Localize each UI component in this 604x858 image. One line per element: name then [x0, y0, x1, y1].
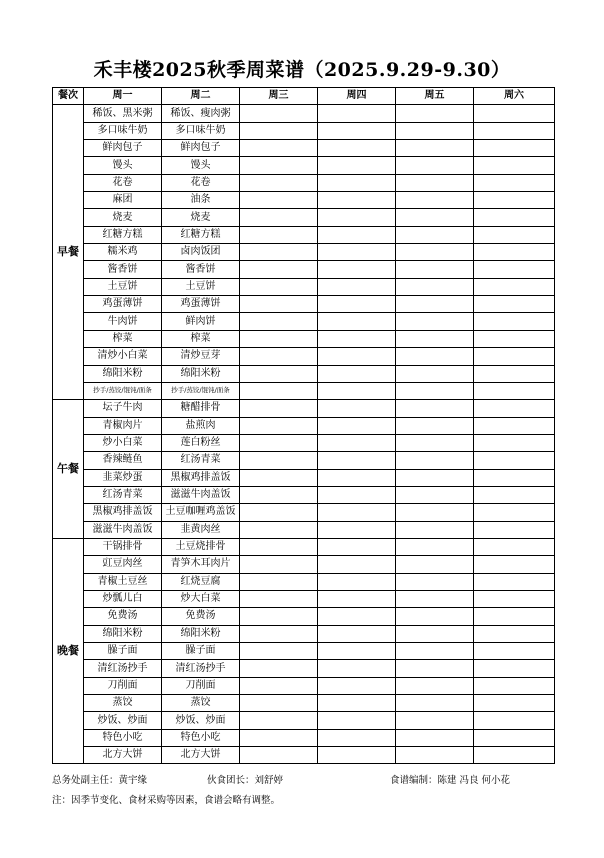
menu-cell	[318, 625, 396, 642]
menu-cell: 清炒豆芽	[162, 348, 240, 365]
menu-cell	[474, 521, 555, 538]
menu-cell	[318, 729, 396, 746]
menu-table	[52, 87, 555, 764]
menu-cell	[318, 556, 396, 573]
menu-cell	[240, 313, 318, 330]
menu-cell	[396, 122, 474, 139]
menu-cell: 油条	[162, 192, 240, 209]
menu-cell	[240, 278, 318, 295]
menu-cell: 烧麦	[84, 209, 162, 226]
menu-cell: 炒小白菜	[84, 434, 162, 451]
menu-cell	[396, 677, 474, 694]
menu-cell	[474, 192, 555, 209]
menu-cell: 抄手/蒸饺/馄饨/面条	[84, 382, 162, 399]
menu-cell	[318, 209, 396, 226]
menu-cell	[474, 209, 555, 226]
menu-cell	[318, 417, 396, 434]
menu-cell	[474, 174, 555, 191]
menu-cell	[396, 538, 474, 555]
table-row	[53, 400, 555, 417]
header-meal: 餐次	[53, 88, 84, 105]
menu-cell: 馒头	[162, 157, 240, 174]
meal-label: 早餐	[53, 105, 84, 400]
menu-cell	[318, 330, 396, 347]
menu-cell	[240, 226, 318, 243]
menu-cell	[474, 434, 555, 451]
menu-cell: 多口味牛奶	[162, 122, 240, 139]
table-row	[53, 608, 555, 625]
menu-cell	[396, 296, 474, 313]
table-row	[53, 695, 555, 712]
menu-cell: 炒大白菜	[162, 590, 240, 607]
menu-cell	[474, 330, 555, 347]
menu-cell	[240, 434, 318, 451]
menu-cell: 清炒小白菜	[84, 348, 162, 365]
menu-cell: 黑椒鸡排盖饭	[162, 469, 240, 486]
table-row	[53, 452, 555, 469]
menu-cell	[318, 296, 396, 313]
table-row	[53, 434, 555, 451]
table-row	[53, 677, 555, 694]
menu-cell: 绵阳米粉	[84, 625, 162, 642]
menu-cell: 土豆咖喱鸡盖饭	[162, 504, 240, 521]
menu-cell	[240, 382, 318, 399]
menu-cell	[318, 452, 396, 469]
header-saturday: 周六	[474, 88, 555, 105]
menu-cell	[396, 105, 474, 122]
menu-cell	[474, 729, 555, 746]
menu-cell	[396, 157, 474, 174]
menu-cell	[396, 747, 474, 764]
menu-cell	[318, 226, 396, 243]
table-row	[53, 486, 555, 503]
table-row	[53, 538, 555, 555]
menu-cell: 红糖方糕	[84, 226, 162, 243]
table-row	[53, 174, 555, 191]
header-friday: 周五	[396, 88, 474, 105]
menu-cell	[474, 157, 555, 174]
menu-cell: 清红汤抄手	[84, 660, 162, 677]
table-row	[53, 244, 555, 261]
menu-cell: 刀削面	[162, 677, 240, 694]
menu-cell: 免费汤	[162, 608, 240, 625]
menu-cell	[318, 278, 396, 295]
menu-cell	[240, 625, 318, 642]
menu-cell	[396, 573, 474, 590]
menu-cell	[318, 695, 396, 712]
table-row	[53, 556, 555, 573]
menu-cell	[474, 400, 555, 417]
menu-cell: 鲜肉包子	[84, 140, 162, 157]
menu-cell: 红汤青菜	[162, 452, 240, 469]
menu-cell	[318, 122, 396, 139]
menu-cell	[240, 122, 318, 139]
menu-body	[53, 105, 555, 764]
table-row	[53, 348, 555, 365]
menu-cell: 青笋木耳肉片	[162, 556, 240, 573]
menu-cell	[318, 521, 396, 538]
menu-cell	[474, 365, 555, 382]
table-row	[53, 192, 555, 209]
menu-cell	[396, 521, 474, 538]
menu-cell	[318, 608, 396, 625]
menu-cell	[240, 296, 318, 313]
menu-cell	[240, 261, 318, 278]
menu-cell	[318, 157, 396, 174]
menu-cell	[396, 660, 474, 677]
menu-cell: 红糖方糕	[162, 226, 240, 243]
menu-cell	[396, 556, 474, 573]
menu-cell	[396, 382, 474, 399]
menu-cell	[318, 747, 396, 764]
menu-cell: 抄手/蒸饺/馄饨/面条	[162, 382, 240, 399]
table-row	[53, 660, 555, 677]
menu-cell: 鸡蛋薄饼	[84, 296, 162, 313]
menu-cell	[318, 660, 396, 677]
menu-cell	[240, 729, 318, 746]
table-row	[53, 625, 555, 642]
menu-cell	[240, 244, 318, 261]
menu-cell	[396, 729, 474, 746]
header-thursday: 周四	[318, 88, 396, 105]
menu-cell	[240, 400, 318, 417]
menu-cell	[240, 521, 318, 538]
menu-cell: 清红汤抄手	[162, 660, 240, 677]
menu-cell	[318, 469, 396, 486]
menu-cell: 盐煎肉	[162, 417, 240, 434]
menu-cell: 莲白粉丝	[162, 434, 240, 451]
menu-cell	[318, 573, 396, 590]
menu-cell	[318, 382, 396, 399]
menu-cell	[240, 365, 318, 382]
menu-cell	[240, 209, 318, 226]
menu-cell	[396, 140, 474, 157]
menu-cell	[396, 695, 474, 712]
table-row	[53, 573, 555, 590]
menu-cell	[474, 122, 555, 139]
menu-cell: 豇豆肉丝	[84, 556, 162, 573]
menu-cell	[474, 452, 555, 469]
menu-cell: 多口味牛奶	[84, 122, 162, 139]
menu-cell	[240, 452, 318, 469]
table-row	[53, 712, 555, 729]
menu-cell	[240, 174, 318, 191]
menu-cell	[396, 348, 474, 365]
table-row	[53, 469, 555, 486]
footer-leader: 伙食团长：刘舒婷	[207, 775, 284, 786]
menu-cell: 蒸饺	[162, 695, 240, 712]
menu-cell	[396, 192, 474, 209]
menu-cell	[318, 590, 396, 607]
table-row	[53, 226, 555, 243]
menu-cell	[396, 365, 474, 382]
menu-cell	[396, 330, 474, 347]
menu-cell	[474, 226, 555, 243]
menu-cell: 刀削面	[84, 677, 162, 694]
menu-cell	[240, 590, 318, 607]
menu-cell	[318, 643, 396, 660]
menu-cell	[318, 712, 396, 729]
menu-cell: 馒头	[84, 157, 162, 174]
menu-cell: 鸡蛋薄饼	[162, 296, 240, 313]
menu-cell	[396, 434, 474, 451]
menu-cell: 糖醋排骨	[162, 400, 240, 417]
menu-cell	[474, 313, 555, 330]
menu-cell	[396, 643, 474, 660]
table-row	[53, 747, 555, 764]
header-row	[53, 88, 555, 105]
menu-cell	[318, 677, 396, 694]
table-row	[53, 296, 555, 313]
menu-cell	[240, 573, 318, 590]
menu-cell: 特色小吃	[162, 729, 240, 746]
menu-cell	[396, 504, 474, 521]
menu-cell	[474, 643, 555, 660]
menu-cell	[318, 504, 396, 521]
menu-cell: 鲜肉包子	[162, 140, 240, 157]
menu-cell: 青椒土豆丝	[84, 573, 162, 590]
table-row	[53, 313, 555, 330]
menu-cell	[240, 538, 318, 555]
table-row	[53, 643, 555, 660]
menu-cell: 臊子面	[84, 643, 162, 660]
menu-cell: 绵阳米粉	[84, 365, 162, 382]
menu-cell	[396, 590, 474, 607]
menu-cell	[474, 486, 555, 503]
menu-cell	[240, 140, 318, 157]
table-row	[53, 382, 555, 399]
menu-cell	[240, 469, 318, 486]
menu-cell: 香辣鲢鱼	[84, 452, 162, 469]
header-monday: 周一	[84, 88, 162, 105]
menu-cell	[318, 348, 396, 365]
menu-cell	[240, 330, 318, 347]
menu-cell: 臊子面	[162, 643, 240, 660]
menu-cell	[318, 400, 396, 417]
menu-cell: 红汤青菜	[84, 486, 162, 503]
menu-cell	[240, 486, 318, 503]
table-row	[53, 140, 555, 157]
menu-cell	[474, 382, 555, 399]
meal-label: 午餐	[53, 400, 84, 539]
menu-cell	[240, 747, 318, 764]
footer-note: 注：因季节变化、食材采购等因素，食谱会略有调整。	[52, 795, 281, 806]
table-row	[53, 261, 555, 278]
menu-cell: 烧麦	[162, 209, 240, 226]
menu-cell	[474, 590, 555, 607]
menu-cell	[396, 244, 474, 261]
table-row	[53, 157, 555, 174]
menu-cell: 炒饭、炒面	[162, 712, 240, 729]
menu-cell	[396, 486, 474, 503]
menu-cell	[474, 296, 555, 313]
menu-cell	[318, 105, 396, 122]
menu-cell	[474, 747, 555, 764]
menu-cell: 酱香饼	[162, 261, 240, 278]
table-row	[53, 209, 555, 226]
menu-cell: 北方大饼	[84, 747, 162, 764]
menu-cell: 干锅排骨	[84, 538, 162, 555]
table-row	[53, 504, 555, 521]
menu-cell: 绵阳米粉	[162, 625, 240, 642]
menu-cell	[240, 157, 318, 174]
table-row	[53, 330, 555, 347]
menu-cell	[396, 174, 474, 191]
menu-cell	[240, 348, 318, 365]
menu-cell	[396, 452, 474, 469]
menu-cell: 滋滋牛肉盖饭	[84, 521, 162, 538]
menu-cell	[318, 174, 396, 191]
menu-cell: 酱香饼	[84, 261, 162, 278]
table-row	[53, 590, 555, 607]
menu-cell	[396, 400, 474, 417]
header-tuesday: 周二	[162, 88, 240, 105]
menu-cell	[318, 538, 396, 555]
menu-cell	[396, 278, 474, 295]
menu-cell: 土豆烧排骨	[162, 538, 240, 555]
menu-cell: 红烧豆腐	[162, 573, 240, 590]
menu-cell	[240, 677, 318, 694]
header-wednesday: 周三	[240, 88, 318, 105]
menu-cell: 榨菜	[162, 330, 240, 347]
menu-cell	[474, 504, 555, 521]
menu-cell	[396, 469, 474, 486]
menu-cell: 韭黄肉丝	[162, 521, 240, 538]
menu-cell: 青椒肉片	[84, 417, 162, 434]
menu-cell	[240, 660, 318, 677]
menu-cell: 坛子牛肉	[84, 400, 162, 417]
menu-cell	[240, 556, 318, 573]
meal-label: 晚餐	[53, 538, 84, 763]
menu-cell: 北方大饼	[162, 747, 240, 764]
menu-cell	[474, 140, 555, 157]
menu-cell	[318, 486, 396, 503]
menu-cell: 免费汤	[84, 608, 162, 625]
menu-cell	[396, 417, 474, 434]
menu-cell: 稀饭、瘦肉粥	[162, 105, 240, 122]
menu-cell	[396, 625, 474, 642]
menu-cell	[240, 643, 318, 660]
menu-cell: 滋滋牛肉盖饭	[162, 486, 240, 503]
menu-cell	[474, 660, 555, 677]
menu-cell	[318, 434, 396, 451]
menu-cell: 炒瓢儿白	[84, 590, 162, 607]
menu-cell: 韭菜炒蛋	[84, 469, 162, 486]
table-row	[53, 105, 555, 122]
menu-cell	[474, 625, 555, 642]
menu-cell	[474, 695, 555, 712]
menu-cell	[474, 261, 555, 278]
menu-cell	[318, 192, 396, 209]
menu-cell: 麻团	[84, 192, 162, 209]
menu-cell: 鲜肉饼	[162, 313, 240, 330]
menu-cell	[318, 261, 396, 278]
menu-cell	[474, 538, 555, 555]
menu-cell	[240, 417, 318, 434]
menu-cell	[474, 105, 555, 122]
menu-cell	[240, 192, 318, 209]
table-row	[53, 521, 555, 538]
menu-cell: 土豆饼	[84, 278, 162, 295]
menu-cell	[240, 712, 318, 729]
table-row	[53, 122, 555, 139]
table-row	[53, 365, 555, 382]
menu-cell	[240, 695, 318, 712]
menu-cell: 炒饭、炒面	[84, 712, 162, 729]
menu-cell: 糯米鸡	[84, 244, 162, 261]
menu-cell	[474, 608, 555, 625]
footer-editors: 食谱编制：陈建 冯良 何小花	[390, 775, 511, 786]
menu-cell	[318, 244, 396, 261]
table-row	[53, 729, 555, 746]
menu-cell	[240, 608, 318, 625]
menu-cell: 土豆饼	[162, 278, 240, 295]
menu-cell	[396, 209, 474, 226]
menu-cell	[240, 504, 318, 521]
menu-cell: 特色小吃	[84, 729, 162, 746]
menu-cell: 花卷	[84, 174, 162, 191]
table-row	[53, 417, 555, 434]
menu-cell: 花卷	[162, 174, 240, 191]
menu-cell	[318, 140, 396, 157]
menu-cell	[474, 348, 555, 365]
menu-cell	[396, 712, 474, 729]
menu-cell: 绵阳米粉	[162, 365, 240, 382]
menu-cell	[396, 261, 474, 278]
menu-cell	[474, 469, 555, 486]
menu-cell	[474, 278, 555, 295]
menu-cell: 卤肉饭团	[162, 244, 240, 261]
menu-cell	[318, 365, 396, 382]
menu-cell	[396, 313, 474, 330]
menu-cell	[474, 244, 555, 261]
menu-cell	[474, 556, 555, 573]
menu-cell: 蒸饺	[84, 695, 162, 712]
page-title: 禾丰楼2025秋季周菜谱（2025.9.29-9.30）	[93, 59, 511, 81]
menu-cell: 稀饭、黑米粥	[84, 105, 162, 122]
menu-cell	[396, 608, 474, 625]
menu-cell: 黑椒鸡排盖饭	[84, 504, 162, 521]
table-row	[53, 278, 555, 295]
menu-cell	[318, 313, 396, 330]
footer-director: 总务处副主任：黄宇缘	[52, 775, 148, 786]
menu-cell	[240, 105, 318, 122]
menu-cell	[396, 226, 474, 243]
menu-cell	[474, 417, 555, 434]
menu-cell: 榨菜	[84, 330, 162, 347]
menu-cell	[474, 573, 555, 590]
menu-cell: 牛肉饼	[84, 313, 162, 330]
menu-cell	[474, 677, 555, 694]
menu-cell	[474, 712, 555, 729]
